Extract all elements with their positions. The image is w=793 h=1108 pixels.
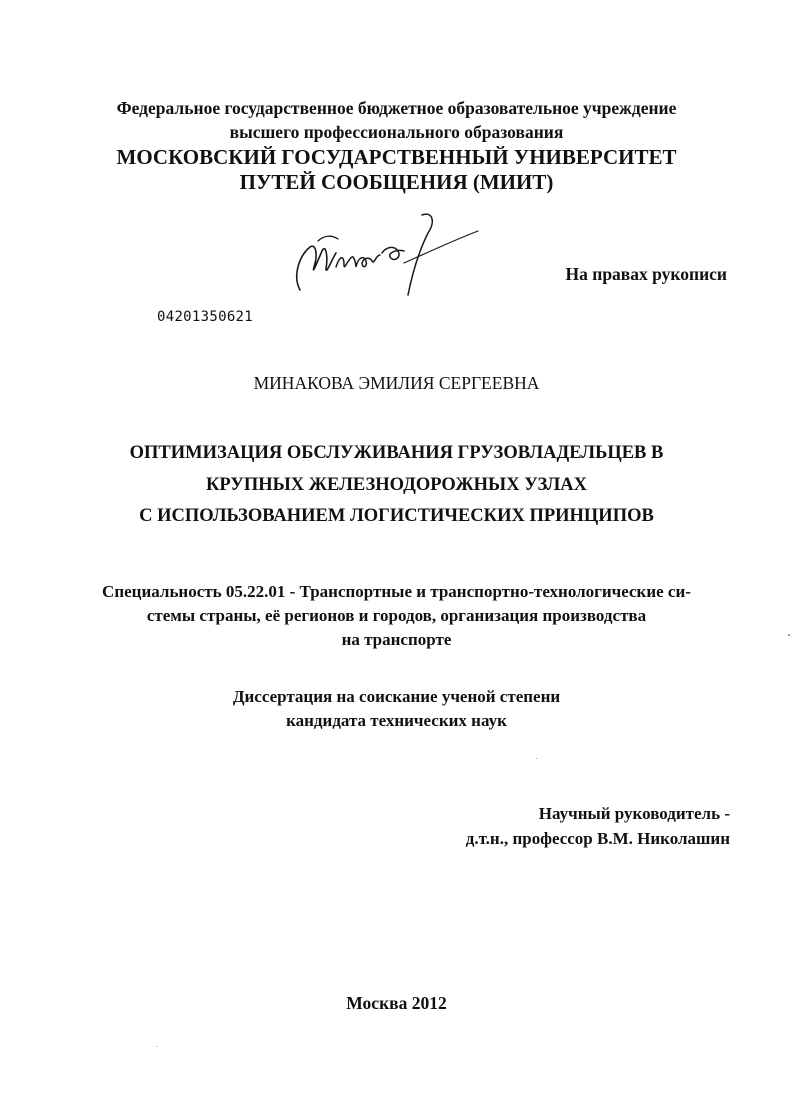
specialty-line2: стемы страны, её регионов и городов, организация производства — [146, 606, 647, 625]
specialty-line3: на транспорте — [341, 630, 452, 649]
specialty-line1: Специальность 05.22.01 - Транспортные и транспортно-технологические си- — [102, 582, 691, 601]
dissertation-title-line2: КРУПНЫХ ЖЕЛЕЗНОДОРОЖНЫХ УЗЛАХ — [206, 475, 587, 495]
degree-line2: кандидата технических наук — [286, 711, 507, 730]
scan-speck — [536, 758, 537, 759]
catalog-code: 04201350621 — [157, 309, 254, 325]
dissertation-title-line3: С ИСПОЛЬЗОВАНИЕМ ЛОГИСТИЧЕСКИХ ПРИНЦИПОВ — [139, 506, 654, 526]
university-name: МОСКОВСКИЙ ГОСУДАРСТВЕННЫЙ УНИВЕРСИТЕТ — [116, 145, 677, 169]
supervisor-label: Научный руководитель - — [538, 804, 730, 823]
manuscript-rights-label: На правах рукописи — [565, 264, 727, 284]
supervisor-name: д.т.н., профессор В.М. Николашин — [465, 829, 730, 848]
handwritten-signature — [282, 205, 482, 305]
university-name-line2: ПУТЕЙ СООБЩЕНИЯ (МИИТ) — [239, 170, 554, 194]
institution-type: Федеральное государственное бюджетное образовательное учреждение — [116, 98, 677, 118]
scan-speck — [156, 1046, 157, 1047]
scan-speck — [788, 634, 790, 636]
dissertation-title-line1: ОПТИМИЗАЦИЯ ОБСЛУЖИВАНИЯ ГРУЗОВЛАДЕЛЬЦЕВ В — [129, 443, 664, 463]
city-year: Москва 2012 — [346, 993, 447, 1013]
author-name: МИНАКОВА ЭМИЛИЯ СЕРГЕЕВНА — [253, 373, 540, 393]
degree-line1: Диссертация на соискание ученой степени — [232, 687, 561, 706]
education-level: высшего профессионального образования — [229, 122, 564, 142]
